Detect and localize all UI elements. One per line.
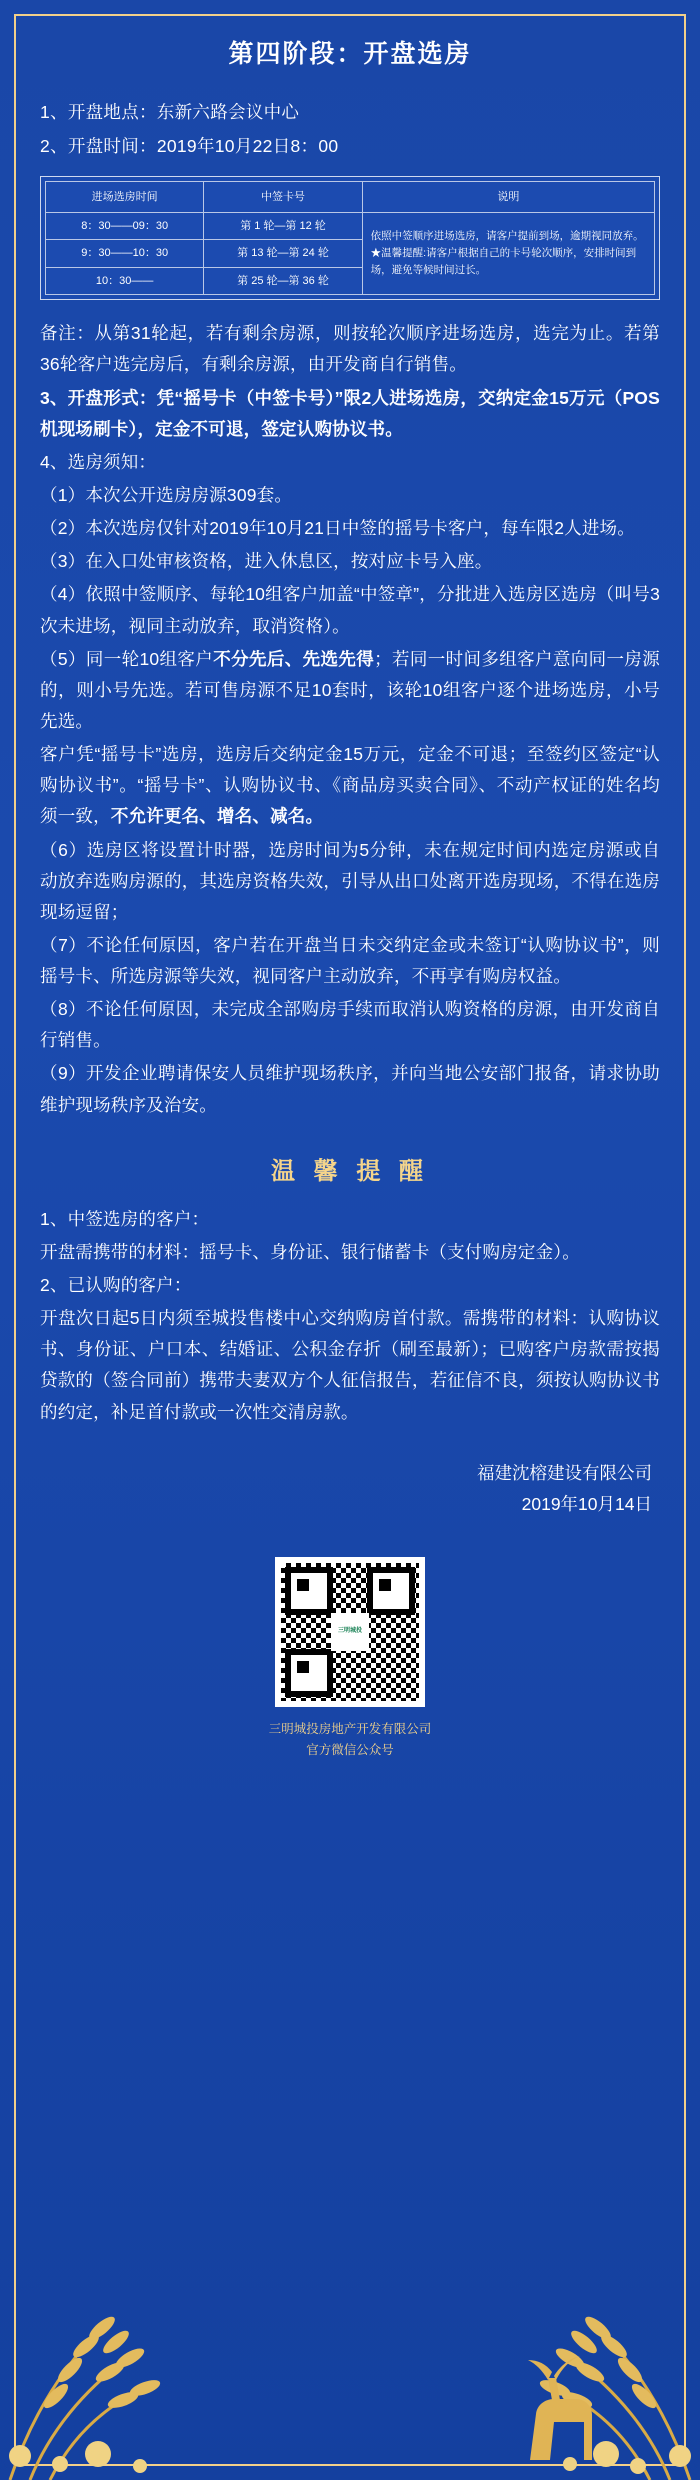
item4-label: 4、选房须知： (40, 451, 157, 472)
warm-line-1: 1、中签选房的客户： (40, 1208, 210, 1229)
cell-note (362, 212, 654, 295)
item3-text: 凭“摇号卡（中签卡号）”限2人进场选房，交纳定金15万元（POS机现场刷卡），定金不可退，签定认购协议书。 (40, 387, 660, 439)
open-time-line: 2、开盘时间：2019年10月22日8：00 (40, 136, 339, 157)
notice-item-2: （2）本次选房仅针对2019年10月21日中签的摇号卡客户，每车限2人进场。 (40, 518, 635, 539)
schedule-table (45, 181, 655, 296)
warm-reminder-title: 温 馨 提 醒 (270, 1157, 429, 1185)
qr-logo-text: 三明城投 (337, 1628, 362, 1635)
qr-logo-icon (331, 1613, 369, 1651)
cell-round-1: 第 1 轮—第 12 轮 (204, 212, 362, 240)
notice-item-6: （6）选房区将设置计时器，选房时间为5分钟，未在规定时间内选定房源或自动放弃选购房源的，其选房资格失效，引导从出口处离开选房现场，不得在选房现场逗留； (40, 839, 660, 922)
cell-time-1: 8：30——09：30 (46, 212, 204, 240)
cell-round-3: 第 25 轮—第 36 轮 (204, 267, 362, 295)
card-rule-paragraph (40, 739, 660, 832)
qr-finder-icon (285, 1567, 333, 1615)
qr-caption-line-1: 三明城投房地产开发有限公司 (268, 1721, 432, 1736)
qr-caption-line-2: 官方微信公众号 (306, 1743, 394, 1757)
warm-line-4: 开盘次日起5日内须至城投售楼中心交纳购房首付款。需携带的材料：认购协议书、身份证、户口本、结婚证、公积金存折（刷至最新）；已购客户房款需按揭贷款的（签合同前）携带夫妻双方个人征信报告，若征信不良，须按认购协议书的约定，补足首付款或一次性交清房款。 (40, 1308, 660, 1422)
qr-pattern (281, 1563, 419, 1701)
warm-line-3: 2、已认购的客户： (40, 1275, 192, 1296)
qr-code[interactable] (275, 1557, 425, 1707)
cell-time-2: 9：30——10：30 (46, 240, 204, 268)
signature-block (40, 1458, 652, 1521)
notice-item-1: （1）本次公开选房房源309套。 (40, 484, 293, 505)
qr-finder-icon (285, 1649, 333, 1697)
note-star-text: ★温馨提醒:请客户根据自己的卡号轮次顺序，安排时间到场，避免等候时间过长。 (370, 247, 637, 276)
qr-caption (40, 1719, 660, 1762)
qr-finder-icon (367, 1567, 415, 1615)
notice-item-7: （7）不论任何原因，客户若在开盘当日未交纳定金或未签订“认购协议书”，则摇号卡、所选房源等失效，视同客户主动放弃，不再享有购房权益。 (40, 934, 660, 987)
notice5-part-a: （5）同一轮10组客户 (40, 648, 214, 669)
schedule-table-wrapper (40, 176, 660, 301)
cell-round-2: 第 13 轮—第 24 轮 (204, 240, 362, 268)
col-header-time: 进场选房时间 (46, 181, 204, 212)
remark-paragraph: 备注：从第31轮起，若有剩余房源，则按轮次顺序进场选房，选完为止。若第36轮客户选完房后，有剩余房源，由开发商自行销售。 (40, 323, 660, 375)
warm-line-2: 开盘需携带的材料：摇号卡、身份证、银行储蓄卡（支付购房定金）。 (40, 1241, 580, 1262)
signature-date: 2019年10月14日 (521, 1494, 652, 1515)
bottom-decoration (0, 2250, 700, 2480)
table-row (46, 212, 655, 240)
qr-area (40, 1557, 660, 1762)
col-header-desc: 说明 (362, 181, 654, 212)
wheat-right-icon (410, 2250, 700, 2480)
table-header-row (46, 181, 655, 212)
notice-item-4: （4）依照中签顺序、每轮10组客户加盖“中签章”，分批进入选房区选房（叫号3次未进场，视同主动放弃，取消资格）。 (40, 584, 660, 636)
item3-label: 3、开盘形式： (40, 387, 157, 408)
card-rule-emphasis: 不允许更名、增名、减名。 (110, 806, 324, 827)
notice-item-8: （8）不论任何原因，未完成全部购房手续而取消认购资格的房源，由开发商自行销售。 (40, 999, 660, 1051)
signature-company: 福建沈榕建设有限公司 (477, 1462, 652, 1483)
wheat-left-icon (0, 2250, 250, 2480)
notice5-part-c: ；若同一时间多组客户意向同一房源的，则小号先选。若可售房源不足10套时，该轮10组客户逐个进场选房，小号先选。 (40, 648, 660, 731)
note-main-text: 依照中签顺序进场选房，请客户提前到场，逾期视同放弃。 (370, 230, 644, 243)
page-title: 第四阶段：开盘选房 (228, 40, 472, 68)
cell-time-3: 10：30—— (46, 267, 204, 295)
notice-item-3: （3）在入口处审核资格，进入休息区，按对应卡号入座。 (40, 551, 493, 572)
open-location-line: 1、开盘地点：东新六路会议中心 (40, 101, 300, 122)
card-rule-part-a: 客户凭“摇号卡”选房，选房后交纳定金15万元，定金不可退；至签约区签定“认购协议书”。“摇号卡”、认购协议书、《商品房买卖合同》、不动产权证的姓名均须一致， (40, 744, 660, 827)
notice5-emphasis: 不分先后、先选先得 (213, 648, 375, 669)
col-header-round: 中签卡号 (204, 181, 362, 212)
deer-icon (528, 2356, 592, 2460)
item3-paragraph (40, 383, 660, 445)
notice-item-5 (40, 644, 660, 737)
notice-item-9: （9）开发企业聘请保安人员维护现场秩序，并向当地公安部门报备，请求协助维护现场秩序及治安。 (40, 1063, 660, 1115)
